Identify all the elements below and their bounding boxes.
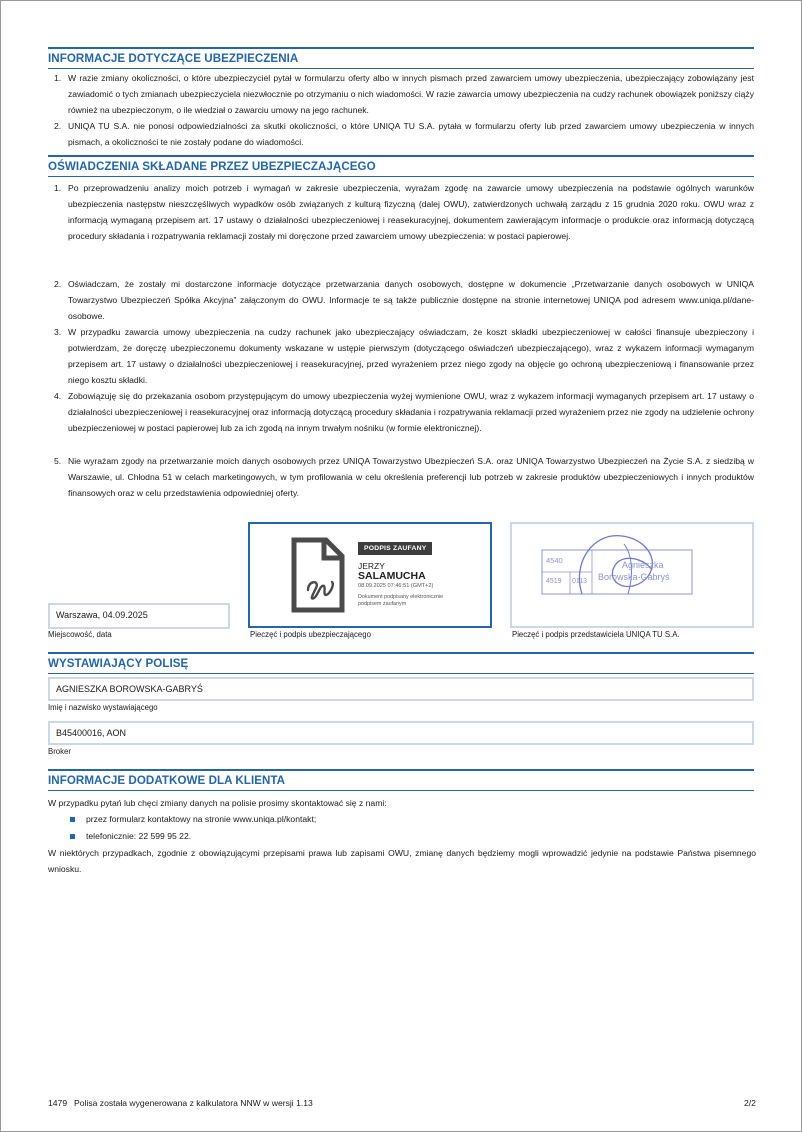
- list-item: 5. Nie wyrażam zgody na przetwarzanie moich danych osobowych przez UNIQA Towarzystwo Ubezpieczeń S.A. oraz UNIQA Towarzystwo Ubezpieczeń na Życie S.A. z siedzibą w Warszawie, ul. Chłodna 51 w celach marketingowych, w tym profilowania w celu określenia preferencji lub potrzeb w zakresie produktów ubezpieczeniowych i innych produktów finansowych oraz w celu przedstawienia odpowiedniej oferty.: [54, 456, 754, 498]
- bullet-square-icon: [70, 817, 75, 822]
- footer-text: Polisa została wygenerowana z kalkulatora NNW w wersji 1.13: [74, 1098, 313, 1108]
- section-title-declarations: OŚWIADCZENIA SKŁADANE PRZEZ UBEZPIECZAJĄCEGO: [48, 155, 754, 173]
- contact-intro: W przypadku pytań lub chęci zmiany danych na polisie prosimy skontaktować się z nami:: [48, 798, 387, 808]
- broker-field: B45400016, AON: [48, 721, 754, 745]
- broker-caption: Broker: [48, 747, 71, 756]
- signer-last-name: SALAMUCHA: [358, 570, 426, 582]
- signature-note-line2: podpisem zaufanym: [358, 601, 407, 607]
- uniqa-stamp-box: [510, 522, 754, 628]
- section-title-insurance-info: INFORMACJE DOTYCZĄCE UBEZPIECZENIA: [48, 47, 754, 65]
- footer-code: 1479: [48, 1098, 68, 1108]
- issuer-name-caption: Imię i nazwisko wystawiającego: [48, 703, 158, 712]
- trusted-signature-box: [248, 522, 492, 628]
- list-item: 4. Zobowiązuję się do przekazania osobom przystępującym do umowy ubezpieczenia wyżej wymienione OWU, wraz z wykazem informacji wymaganych przepisem art. 17 ustawy o działalności ubezpieczeniowej i reasekuracyjnej oraz informacją dotyczącą procedury składania i rozpatrywania reklamacji przed wyrażeniem przez nie zgody na udzielenie ochrony ubezpieczeniowej w postaci papierowej lub za ich zgodą na innym trwałym nośniku (w formie elektronicznej).: [54, 391, 754, 433]
- stamp-name-line2: Borowska-Gabryś: [598, 572, 670, 582]
- place-date-caption: Miejscowość, data: [48, 630, 112, 639]
- list-item: 3. W przypadku zawarcia umowy ubezpieczenia na cudzy rachunek jako ubezpieczający oświadczam, że koszt składki ubezpieczeniowej w całości finansuje ubezpieczony i potwierdzam, że doręczę ubezpieczonemu dokumenty wskazane w ustępie pierwszym (dotyczącego oświadczeń ubezpieczającego), wraz z wykazem informacji wymaganym przepisem art. 17 ustawy o działalności ubezpieczeniowej i reasekuracyjnej, przed wyrażeniem przez niego zgody na objęcie go ochroną ubezpieczeniową i finansowanie przez niego kosztu składki.: [54, 327, 754, 385]
- section-title-additional-info: INFORMACJE DODATKOWE DLA KLIENTA: [48, 769, 754, 787]
- list-item: 1. W razie zmiany okoliczności, o które ubezpieczyciel pytał w formularzu oferty albo w innych pismach przed zawarciem umowy ubezpieczenia, ubezpieczający zobowiązany jest zawiadomić o tych zmianach ubezpieczyciela niezwłocznie po otrzymaniu o nich wiadomości. W razie zawarcia umowy ubezpieczenia na cudzy rachunek obowiązek poniższy ciąży również na ubezpieczonym, o ile wiedział o zawarciu umowy na jego rachunek.: [54, 73, 754, 115]
- list-item: 2. UNIQA TU S.A. nie ponosi odpowiedzialności za skutki okoliczności, o które UNIQA TU S.A. pytała w formularzu oferty lub przed zawarciem umowy ubezpieczenia w innych pismach, a okoliczności te nie zostały podane do wiadomości.: [54, 121, 754, 147]
- issuer-name-field: AGNIESZKA BOROWSKA-GABRYŚ: [48, 677, 754, 701]
- insured-signature-caption: Pieczęć i podpis ubezpieczającego: [250, 630, 371, 639]
- signature-note-line1: Dokument podpisany elektronicznie: [358, 594, 444, 600]
- trusted-signature-badge: PODPIS ZAUFANY: [358, 542, 432, 555]
- stamp-code-bottom-a: 4519: [546, 578, 562, 585]
- bullet-square-icon: [70, 834, 75, 839]
- section-title-issuer: WYSTAWIAJĄCY POLISĘ: [48, 652, 754, 670]
- list-item: 2. Oświadczam, że zostały mi dostarczone informacje dotyczące przetwarzania danych osobowych, dostępne w dokumencie „Przetwarzanie danych osobowych w UNIQA Towarzystwo Ubezpieczeń Spółka Akcyjna” załączonym do OWU. Informacje te są także publicznie dostępne na stronie internetowej UNIQA pod adresem www.uniqa.pl/dane-osobowe.: [54, 279, 754, 321]
- page-number: 2/2: [744, 1098, 756, 1108]
- stamp-code-bottom-b: 0113: [572, 578, 588, 585]
- contact-outro: W niektórych przypadkach, zgodnie z obowiązującymi przepisami prawa lub zapisami OWU, zmianę danych będziemy mogli wprowadzić jedynie na podstawie Państwa pisemnego wniosku.: [48, 848, 756, 874]
- signature-timestamp: 08.09.2025 07:46:51 (GMT+2): [358, 583, 434, 589]
- stamp-name-line1: Agnieszka: [622, 560, 664, 570]
- place-date-field: Warszawa, 04.09.2025: [48, 603, 230, 629]
- uniqa-signature-caption: Pieczęć i podpis przedstawiciela UNIQA TU S.A.: [512, 630, 680, 639]
- stamp-code-top: 4540: [546, 556, 563, 565]
- list-item: 1. Po przeprowadzeniu analizy moich potrzeb i wymagań w zakresie ubezpieczenia, wyrażam zgodę na zawarcie umowy ubezpieczenia na podstawie ogólnych warunków ubezpieczenia następstw nieszczęśliwych wypadków osób związanych z kulturą fizyczną (dalej OWU), zatwierdzonych uchwałą zarządu z 15 grudnia 2020 roku. OWU wraz z informacją wymaganą przepisem art. 17 ustawy o działalności ubezpieczeniowej i reasekuracyjnej, dokumentem zawierającym informacje o produkcie oraz informacją dotyczącą procedury składania i rozpatrywania reklamacji zostały mi doręczone przed zawarciem umowy ubezpieczenia: w postaci papierowej.: [54, 183, 754, 241]
- signer-first-name: JERZY: [358, 561, 385, 571]
